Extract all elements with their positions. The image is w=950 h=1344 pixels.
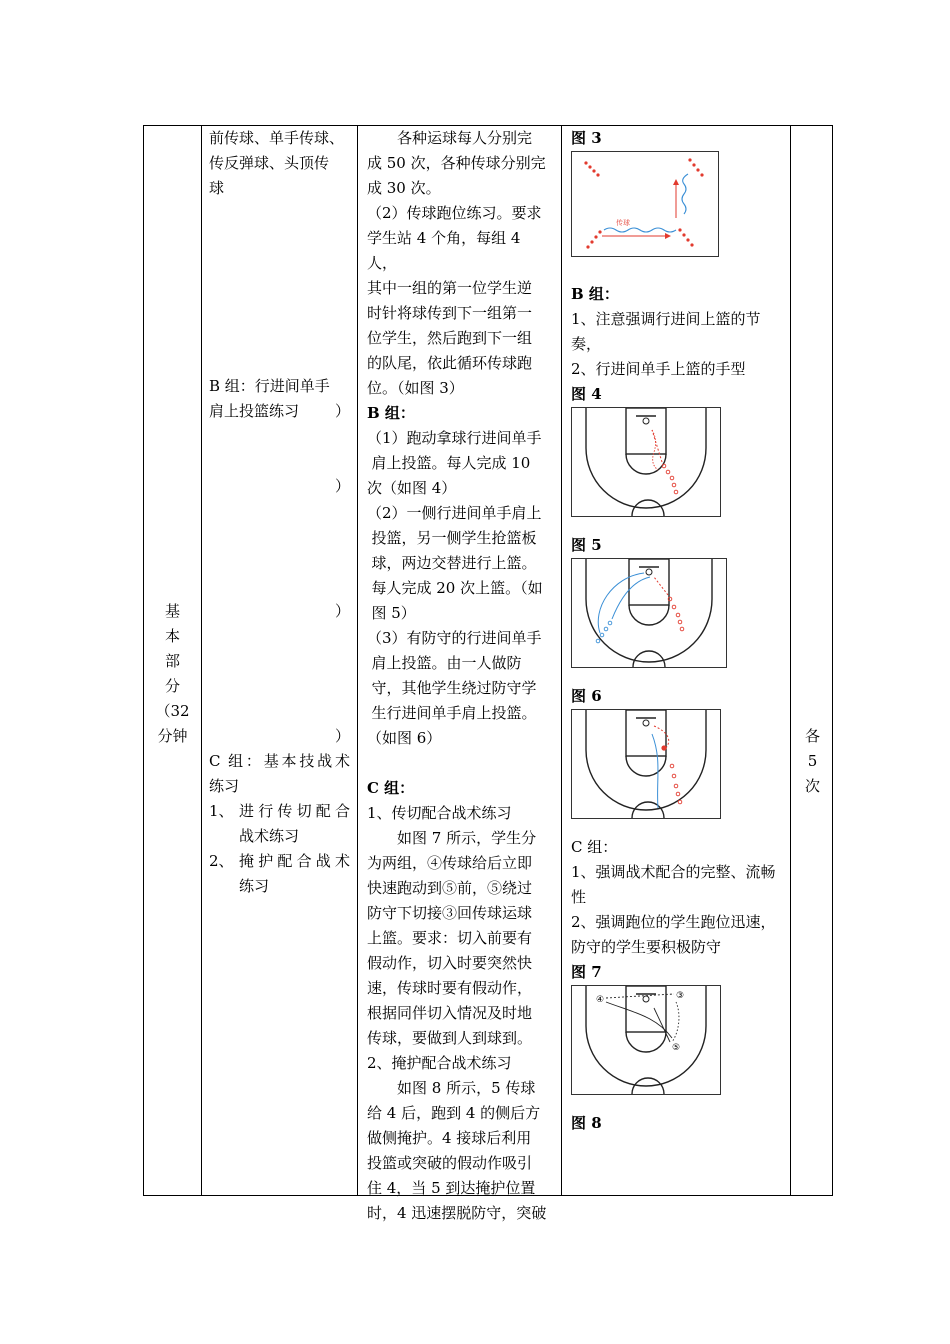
method-text: 时针将球传到下一组第一 — [367, 304, 533, 322]
figure-label: 图 8 — [571, 1114, 602, 1132]
paren-mark: ） — [334, 477, 350, 495]
note-text: 性 — [571, 888, 587, 906]
notes-column — [562, 126, 790, 1195]
group-b-heading: B 组： — [367, 404, 415, 422]
note-text: 1、强调战术配合的完整、流畅 — [571, 863, 776, 881]
group-b-title: 肩上投篮练习 — [209, 402, 300, 420]
method-text: 守，其他学生绕过防守学 — [371, 679, 537, 697]
method-text: 位。（如图 3） — [367, 379, 464, 397]
method-text: 速，传球时要有假动作， — [367, 979, 533, 997]
method-text: 假动作，切入时要突然快 — [367, 954, 533, 972]
paren-mark: ） — [334, 727, 350, 745]
section-label-line: （32 — [155, 702, 190, 720]
list-item-text: 战术练习 — [239, 827, 300, 845]
method-text: （1）跑动拿球行进间单手 — [367, 429, 542, 447]
figure-label: 图 7 — [571, 963, 602, 981]
method-text: （2）一侧行进间单手肩上 — [367, 504, 542, 522]
count-line: 各 — [804, 727, 820, 745]
figure-5-diagram — [571, 558, 727, 668]
list-number: 1、 — [209, 802, 234, 820]
figure-label: 图 4 — [571, 385, 602, 403]
method-text: 住 4，当 5 到达掩护位置 — [367, 1179, 536, 1197]
method-text: 位学生，然后跑到下一组 — [367, 329, 533, 347]
method-text: 每人完成 20 次上篮。（如 — [371, 579, 543, 597]
content-text: 前传球、单手传球、 — [209, 129, 345, 147]
note-text: 1、注意强调行进间上篮的节 — [571, 310, 761, 328]
method-text: 快速跑动到⑤前，⑤绕过 — [367, 879, 533, 897]
method-text: 成 50 次，各种传球分别完 — [367, 154, 546, 172]
method-text: 如图 8 所示，5 传球 — [397, 1079, 536, 1097]
section-label-line: 本 — [164, 627, 180, 645]
method-text: 为两组，④传球给后立即 — [367, 854, 533, 872]
content-column — [202, 126, 357, 1195]
method-text: 给 4 后，跑到 4 的侧后方 — [367, 1104, 541, 1122]
content-text: 球 — [209, 179, 225, 197]
method-text: （2）传球跑位练习。要求 — [367, 204, 542, 222]
method-text: （如图 6） — [367, 729, 442, 747]
figure-label: 图 6 — [571, 687, 602, 705]
method-text: 做侧掩护。4 接球后利用 — [367, 1129, 532, 1147]
method-text: 如图 7 所示，学生分 — [397, 829, 537, 847]
player-3-mark: ③ — [676, 991, 685, 1001]
method-text: 上篮。要求：切入前要有 — [367, 929, 533, 947]
method-text: 成 30 次。 — [367, 179, 441, 197]
figure-3-caption: 传球 — [616, 219, 630, 227]
figure-4-diagram — [571, 407, 721, 517]
note-text: 2、强调跑位的学生跑位迅速， — [571, 913, 776, 931]
group-c-title: 练习 — [209, 777, 240, 795]
count-line: 5 — [807, 752, 818, 770]
method-subtitle: 2、掩护配合战术练习 — [367, 1054, 512, 1072]
list-item-text: 进行传切配合 — [239, 802, 350, 820]
paren-mark: ） — [334, 402, 350, 420]
player-4-mark: ④ — [596, 995, 605, 1005]
section-label-line: 分钟 — [157, 727, 188, 745]
lesson-table — [143, 125, 833, 1222]
group-c-title: C 组：基本技战术 — [209, 752, 350, 770]
method-text: 肩上投篮。由一人做防 — [371, 654, 522, 672]
figure-7-diagram — [571, 985, 721, 1095]
method-text: 投篮或突破的假动作吸引 — [367, 1154, 533, 1172]
repetition-count — [791, 724, 834, 799]
list-item-text: 练习 — [239, 877, 270, 895]
method-text: 次（如图 4） — [367, 479, 457, 497]
method-text: 根据同伴切入情况及时地 — [367, 1004, 533, 1022]
note-text: 2、行进间单手上篮的手型 — [571, 360, 746, 378]
figure-6-diagram — [571, 709, 721, 819]
group-c-heading: C 组： — [367, 779, 415, 797]
group-b-title: B 组：行进间单手 — [209, 377, 330, 395]
section-label — [144, 599, 201, 749]
method-text: 防守下切接③回传球运球 — [367, 904, 533, 922]
method-subtitle: 1、传切配合战术练习 — [367, 804, 512, 822]
method-text: 投篮，另一侧学生抢篮板 — [371, 529, 537, 547]
section-label-line: 部 — [164, 652, 180, 670]
section-column — [144, 126, 201, 1195]
method-column — [358, 126, 561, 1222]
count-line: 次 — [804, 777, 820, 795]
count-column — [791, 126, 834, 1195]
section-label-line: 分 — [164, 677, 180, 695]
group-b-heading: B 组： — [571, 285, 619, 303]
method-text: 图 5） — [371, 604, 416, 622]
list-item-text: 掩护配合战术 — [239, 852, 350, 870]
method-text: 各种运球每人分别完 — [397, 129, 533, 147]
note-text: 奏， — [571, 335, 602, 353]
figure-label: 图 3 — [571, 129, 602, 147]
figure-3-diagram — [571, 151, 719, 257]
method-text: 学生站 4 个角，每组 4 人， — [367, 229, 521, 272]
section-label-line: 基 — [164, 602, 180, 620]
method-text: （3）有防守的行进间单手 — [367, 629, 542, 647]
paren-mark: ） — [334, 602, 350, 620]
group-c-heading: C 组： — [571, 838, 618, 856]
figure-label: 图 5 — [571, 536, 602, 554]
method-text: 肩上投篮。每人完成 10 — [371, 454, 531, 472]
method-text: 传球，要做到人到球到。 — [367, 1029, 533, 1047]
player-5-mark: ⑤ — [672, 1043, 681, 1053]
list-number: 2、 — [209, 852, 234, 870]
method-text: 生行进间单手肩上投篮。 — [371, 704, 537, 722]
method-text: 球，两边交替进行上篮。 — [371, 554, 537, 572]
method-text: 其中一组的第一位学生逆 — [367, 279, 533, 297]
method-text: 时，4 迅速摆脱防守，突破 — [367, 1204, 547, 1222]
content-text: 传反弹球、头顶传 — [209, 154, 330, 172]
note-text: 防守的学生要积极防守 — [571, 938, 722, 956]
method-text: 的队尾，依此循环传球跑 — [367, 354, 533, 372]
